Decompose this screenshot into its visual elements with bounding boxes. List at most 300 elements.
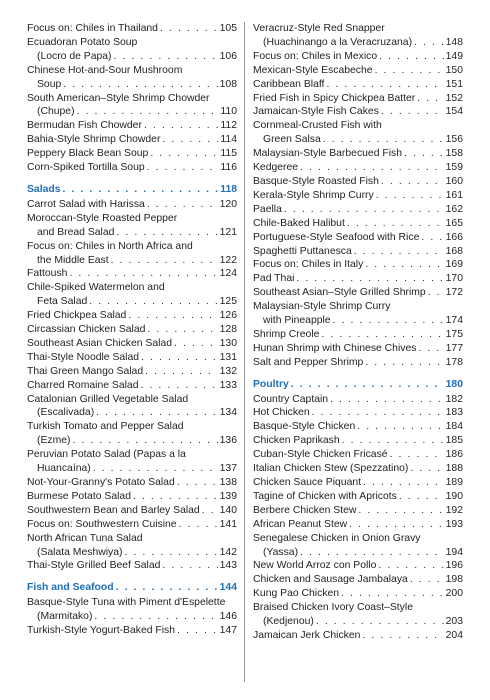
toc-entry-line bbox=[27, 624, 237, 638]
toc-entry-line bbox=[27, 240, 237, 254]
toc-entry[interactable] bbox=[253, 328, 463, 342]
toc-entry[interactable] bbox=[253, 518, 463, 532]
toc-entry-title: Not-Your-Granny's Potato Salad bbox=[27, 477, 175, 488]
toc-entry-line bbox=[253, 258, 463, 272]
toc-page-number: 118 bbox=[220, 183, 237, 195]
toc-entry[interactable] bbox=[27, 559, 237, 573]
toc-page-number: 143 bbox=[219, 560, 237, 572]
toc-entry-title: Feta Salad bbox=[37, 296, 88, 308]
toc-page-number: 154 bbox=[445, 106, 463, 118]
toc-page-number: 175 bbox=[445, 328, 463, 340]
toc-page-number: 166 bbox=[445, 231, 463, 243]
toc-entry-line bbox=[27, 393, 237, 407]
toc-entry-title: Basque-Style Tuna with Piment d'Espelette bbox=[27, 597, 226, 609]
dot-leader bbox=[321, 328, 443, 342]
toc-section-heading[interactable] bbox=[27, 183, 237, 197]
toc-entry[interactable] bbox=[27, 532, 237, 560]
toc-entry-title: (Chupe) bbox=[37, 106, 75, 118]
toc-entry[interactable] bbox=[253, 78, 463, 92]
toc-entry-line bbox=[27, 337, 237, 351]
toc-entry-line bbox=[253, 504, 463, 518]
toc-page-number: 186 bbox=[445, 449, 463, 461]
toc-entry[interactable] bbox=[27, 379, 237, 393]
toc-page-number: 115 bbox=[220, 148, 237, 160]
toc-entry[interactable] bbox=[253, 22, 463, 50]
toc-entry[interactable] bbox=[253, 356, 463, 370]
toc-page-number: 156 bbox=[445, 134, 463, 146]
toc-entry-line bbox=[253, 203, 463, 217]
toc-entry-line bbox=[27, 267, 237, 281]
toc-entry-title: Turkish-Style Yogurt-Baked Fish bbox=[27, 625, 176, 637]
toc-entry-line bbox=[253, 231, 463, 245]
toc-entry-line bbox=[27, 147, 237, 161]
toc-entry-line bbox=[253, 434, 463, 448]
toc-page-number: 204 bbox=[445, 629, 463, 641]
toc-entry[interactable] bbox=[27, 119, 237, 133]
toc-entry-line bbox=[27, 518, 237, 532]
toc-entry-line bbox=[253, 147, 463, 161]
toc-page-number: 142 bbox=[219, 546, 237, 558]
toc-entry-title: the Middle East bbox=[37, 254, 109, 266]
toc-page-number: 136 bbox=[219, 435, 237, 447]
toc-entry-title: Mexican-Style Escabeche bbox=[253, 64, 373, 76]
toc-entry-title: Basque-Style Chicken bbox=[253, 421, 356, 433]
toc-entry-line bbox=[27, 610, 237, 624]
toc-entry-line bbox=[253, 300, 463, 314]
toc-entry[interactable] bbox=[253, 601, 463, 629]
toc-entry[interactable] bbox=[27, 133, 237, 147]
toc-entry-title: Malaysian-Style Barbecued Fish bbox=[253, 148, 403, 160]
toc-right-column bbox=[253, 22, 463, 643]
toc-page-number: 192 bbox=[445, 504, 463, 516]
toc-page-number: 141 bbox=[219, 518, 237, 530]
toc-entry[interactable] bbox=[253, 175, 463, 189]
toc-entry[interactable] bbox=[27, 147, 237, 161]
toc-entry-line bbox=[27, 22, 237, 36]
toc-entry-line bbox=[253, 342, 463, 356]
toc-page-number: 196 bbox=[445, 560, 463, 572]
toc-entry-title: Cornmeal-Crusted Fish with bbox=[253, 120, 382, 132]
toc-entry[interactable] bbox=[253, 203, 463, 217]
toc-entry-line bbox=[27, 64, 237, 78]
toc-entry-line bbox=[253, 629, 463, 643]
toc-entry-title: African Peanut Stew bbox=[253, 518, 348, 530]
toc-page-number: 131 bbox=[219, 351, 237, 363]
dot-leader bbox=[96, 406, 217, 420]
dot-leader bbox=[147, 198, 218, 212]
toc-page-number: 182 bbox=[445, 393, 463, 405]
toc-page-number: 183 bbox=[445, 407, 463, 419]
toc-page-number: 174 bbox=[445, 315, 463, 327]
toc-entry[interactable] bbox=[27, 393, 237, 421]
toc-page-number: 150 bbox=[445, 64, 463, 76]
toc-entry-title: Italian Chicken Stew (Spezzatino) bbox=[253, 463, 409, 475]
toc-entry[interactable] bbox=[253, 161, 463, 175]
dot-leader bbox=[363, 476, 444, 490]
toc-entry-line bbox=[253, 420, 463, 434]
toc-entry-line bbox=[253, 22, 463, 36]
toc-entry[interactable] bbox=[253, 64, 463, 78]
toc-entry[interactable] bbox=[27, 596, 237, 624]
toc-entry[interactable] bbox=[253, 490, 463, 504]
toc-entry-line bbox=[253, 314, 463, 328]
toc-entry[interactable] bbox=[27, 351, 237, 365]
toc-entry[interactable] bbox=[253, 147, 463, 161]
dot-leader bbox=[375, 64, 444, 78]
toc-page-number: 203 bbox=[445, 616, 463, 628]
toc-entry[interactable] bbox=[27, 240, 237, 268]
toc-entry-line bbox=[27, 78, 237, 92]
toc-page-number: 134 bbox=[219, 407, 237, 419]
toc-page-number: 170 bbox=[445, 273, 463, 285]
toc-entry-line bbox=[27, 365, 237, 379]
toc-entry-line bbox=[253, 356, 463, 370]
toc-page-number: 106 bbox=[219, 50, 237, 62]
toc-entry[interactable] bbox=[253, 420, 463, 434]
dot-leader bbox=[93, 462, 218, 476]
toc-entry-title: Focus on: Chiles in Italy bbox=[253, 259, 364, 271]
toc-entry[interactable] bbox=[27, 267, 237, 281]
toc-entry-title: South American–Style Shrimp Chowder bbox=[27, 92, 210, 104]
toc-entry-title: Chile-Spiked Watermelon and bbox=[27, 282, 165, 294]
toc-entry-line bbox=[27, 476, 237, 490]
toc-entry-title: Bahia-Style Shrimp Chowder bbox=[27, 134, 161, 146]
toc-entry-title: Focus on: Chiles in North Africa and bbox=[27, 240, 193, 252]
dot-leader bbox=[365, 258, 443, 272]
toc-entry-title: Fried Fish in Spicy Chickpea Batter bbox=[253, 92, 416, 104]
toc-entry-title: with Pineapple bbox=[263, 315, 331, 327]
dot-leader bbox=[89, 295, 217, 309]
toc-entry-title: Focus on: Chiles in Thailand bbox=[27, 23, 158, 34]
dot-leader bbox=[150, 147, 218, 161]
toc-entry-line bbox=[27, 323, 237, 337]
toc-entry[interactable] bbox=[27, 476, 237, 490]
toc-entry-line bbox=[253, 393, 463, 407]
toc-entry-title: Spaghetti Puttanesca bbox=[253, 245, 352, 257]
toc-entry-line bbox=[253, 78, 463, 92]
toc-entry[interactable] bbox=[27, 64, 237, 92]
toc-entry-line bbox=[253, 476, 463, 490]
toc-entry-title: Peruvian Potato Salad (Papas a la bbox=[27, 449, 186, 461]
toc-entry[interactable] bbox=[253, 258, 463, 272]
toc-entry-title: Huancaína) bbox=[37, 463, 91, 475]
toc-entry-line bbox=[27, 448, 237, 462]
dot-leader bbox=[77, 105, 219, 119]
toc-entry[interactable] bbox=[253, 342, 463, 356]
toc-entry-line bbox=[27, 581, 237, 595]
dot-leader bbox=[381, 175, 444, 189]
toc-entry-line bbox=[27, 105, 237, 119]
toc-entry-title: Carrot Salad with Harissa bbox=[27, 198, 145, 210]
dot-leader bbox=[179, 518, 218, 532]
toc-entry-title: Chicken and Sausage Jambalaya bbox=[253, 574, 408, 586]
dot-leader bbox=[177, 476, 218, 490]
toc-entry-line bbox=[253, 64, 463, 78]
dot-leader bbox=[296, 272, 443, 286]
toc-page-number: 114 bbox=[220, 134, 237, 146]
toc-page-number: 177 bbox=[445, 342, 463, 354]
toc-entry[interactable] bbox=[27, 309, 237, 323]
toc-entry[interactable] bbox=[27, 420, 237, 448]
toc-entry[interactable] bbox=[253, 217, 463, 231]
toc-entry-line bbox=[27, 434, 237, 448]
toc-entry-line bbox=[27, 596, 237, 610]
toc-entry-title: Moroccan-Style Roasted Pepper bbox=[27, 212, 178, 224]
dot-leader bbox=[379, 50, 443, 64]
toc-entry-line bbox=[253, 448, 463, 462]
toc-entry-line bbox=[253, 272, 463, 286]
toc-entry-line bbox=[253, 105, 463, 119]
toc-entry-line bbox=[27, 309, 237, 323]
toc-entry-title: Braised Chicken Ivory Coast–Style bbox=[253, 602, 413, 614]
toc-entry[interactable] bbox=[27, 504, 237, 518]
toc-entry-line bbox=[253, 601, 463, 615]
toc-entry[interactable] bbox=[253, 231, 463, 245]
toc-entry[interactable] bbox=[253, 286, 463, 300]
toc-entry-title: Jamaican-Style Fish Cakes bbox=[253, 106, 379, 118]
toc-entry[interactable] bbox=[27, 490, 237, 504]
toc-entry-line bbox=[27, 133, 237, 147]
toc-entry-title: Southeast Asian–Style Grilled Shrimp bbox=[253, 287, 426, 299]
toc-page-number: 112 bbox=[220, 120, 237, 132]
toc-entry[interactable] bbox=[253, 629, 463, 643]
toc-entry-title: Hunan Shrimp with Chinese Chives bbox=[253, 342, 417, 354]
toc-entry-line bbox=[253, 119, 463, 133]
toc-entry-title: Malaysian-Style Shrimp Curry bbox=[253, 301, 391, 313]
toc-entry[interactable] bbox=[253, 272, 463, 286]
toc-page-number: 140 bbox=[219, 504, 237, 516]
toc-entry-title: Kedgeree bbox=[253, 162, 299, 174]
toc-section-heading[interactable] bbox=[253, 378, 463, 392]
toc-entry[interactable] bbox=[27, 281, 237, 309]
dot-leader bbox=[202, 504, 218, 518]
toc-entry-title: (Escalivada) bbox=[37, 407, 95, 419]
toc-page-number: 124 bbox=[219, 268, 237, 280]
dot-leader bbox=[128, 309, 217, 323]
toc-page-number: 193 bbox=[445, 518, 463, 530]
toc-entry[interactable] bbox=[27, 323, 237, 337]
dot-leader bbox=[63, 78, 217, 92]
toc-entry-title: Circassian Chicken Salad bbox=[27, 324, 146, 336]
toc-entry-title: Chicken Sauce Piquant bbox=[253, 477, 362, 488]
toc-page-number: 133 bbox=[219, 379, 237, 391]
toc-entry[interactable] bbox=[253, 105, 463, 119]
toc-entry-line bbox=[27, 161, 237, 175]
toc-entry[interactable] bbox=[253, 448, 463, 462]
toc-entry-title: New World Arroz con Pollo bbox=[253, 560, 377, 572]
dot-leader bbox=[69, 267, 217, 281]
toc-entry-title: Peppery Black Bean Soup bbox=[27, 148, 149, 160]
dot-leader bbox=[323, 133, 444, 147]
toc-page-number: 108 bbox=[219, 78, 237, 90]
toc-entry[interactable] bbox=[253, 393, 463, 407]
toc-entry-line bbox=[27, 92, 237, 106]
toc-entry-line bbox=[253, 559, 463, 573]
dot-leader bbox=[357, 420, 443, 434]
dot-leader bbox=[174, 337, 218, 351]
dot-leader bbox=[177, 624, 218, 638]
toc-entry-title: Green Salsa bbox=[263, 134, 321, 146]
toc-entry-line bbox=[253, 532, 463, 546]
toc-page-number: 121 bbox=[219, 226, 237, 238]
dot-leader bbox=[140, 379, 217, 393]
toc-entry[interactable] bbox=[27, 624, 237, 638]
toc-entry-title: Senegalese Chicken in Onion Gravy bbox=[253, 532, 421, 544]
toc-entry-line bbox=[253, 245, 463, 259]
toc-entry-line bbox=[27, 490, 237, 504]
dot-leader bbox=[291, 378, 444, 392]
toc-page-number: 148 bbox=[445, 36, 463, 48]
toc-page-number: 137 bbox=[219, 463, 237, 475]
dot-leader bbox=[63, 183, 219, 197]
dot-leader bbox=[114, 50, 218, 64]
dot-leader bbox=[124, 546, 217, 560]
toc-entry-line bbox=[27, 420, 237, 434]
toc-entry[interactable] bbox=[253, 504, 463, 518]
toc-entry-title: Salads bbox=[27, 183, 61, 195]
toc-entry-line bbox=[253, 328, 463, 342]
toc-entry-title: Focus on: Chiles in Mexico bbox=[253, 50, 378, 62]
dot-leader bbox=[133, 490, 218, 504]
toc-page-number: 159 bbox=[445, 162, 463, 174]
toc-entry-title: Kerala-Style Shrimp Curry bbox=[253, 189, 374, 201]
dot-leader bbox=[160, 22, 218, 36]
dot-leader bbox=[284, 203, 444, 217]
toc-entry-line bbox=[27, 546, 237, 560]
dot-leader bbox=[390, 448, 444, 462]
toc-entry-line bbox=[253, 462, 463, 476]
toc-page-number: 105 bbox=[219, 23, 237, 34]
toc-entry-title: Tagine of Chicken with Apricots bbox=[253, 490, 397, 502]
toc-entry-line bbox=[27, 462, 237, 476]
toc-entry-line bbox=[27, 198, 237, 212]
column-divider bbox=[244, 22, 245, 682]
toc-entry-line bbox=[253, 217, 463, 231]
toc-entry[interactable] bbox=[27, 92, 237, 120]
toc-entry-title: Basque-Style Roasted Fish bbox=[253, 175, 379, 187]
toc-page-number: 198 bbox=[445, 574, 463, 586]
toc-page-number: 194 bbox=[445, 546, 463, 558]
toc-page-number: 200 bbox=[445, 588, 463, 600]
toc-page-number: 169 bbox=[445, 259, 463, 271]
toc-entry[interactable] bbox=[253, 245, 463, 259]
toc-page-number: 151 bbox=[445, 78, 463, 90]
toc-entry-title: Southeast Asian Chicken Salad bbox=[27, 337, 172, 349]
toc-entry-title: Shrimp Creole bbox=[253, 328, 320, 340]
toc-entry[interactable] bbox=[253, 532, 463, 560]
toc-entry[interactable] bbox=[27, 161, 237, 175]
toc-section-heading[interactable] bbox=[27, 581, 237, 595]
toc-entry[interactable] bbox=[253, 300, 463, 328]
dot-leader bbox=[147, 323, 217, 337]
toc-page-number: 138 bbox=[219, 477, 237, 488]
toc-entry-title: Chicken Paprikash bbox=[253, 435, 340, 447]
dot-leader bbox=[147, 161, 219, 175]
toc-entry-title: Chinese Hot-and-Sour Mushroom bbox=[27, 64, 183, 76]
toc-entry-line bbox=[27, 212, 237, 226]
toc-entry-title: and Bread Salad bbox=[37, 226, 115, 238]
toc-page-number: 126 bbox=[219, 310, 237, 322]
dot-leader bbox=[417, 92, 443, 106]
dot-leader bbox=[341, 587, 444, 601]
toc-entry[interactable] bbox=[253, 119, 463, 147]
toc-entry[interactable] bbox=[253, 587, 463, 601]
toc-page-number: 147 bbox=[219, 625, 237, 637]
toc-entry[interactable] bbox=[253, 434, 463, 448]
dot-leader bbox=[354, 245, 444, 259]
toc-entry[interactable] bbox=[253, 189, 463, 203]
toc-entry[interactable] bbox=[27, 448, 237, 476]
toc-entry-title: Chile-Baked Halibut bbox=[253, 217, 345, 229]
toc-entry[interactable] bbox=[253, 559, 463, 573]
toc-entry[interactable] bbox=[27, 518, 237, 532]
toc-entry-title: Turkish Tomato and Pepper Salad bbox=[27, 421, 184, 433]
toc-entry-title: Thai Green Mango Salad bbox=[27, 365, 144, 377]
dot-leader bbox=[410, 462, 443, 476]
toc-entry-line bbox=[27, 50, 237, 64]
toc-entry-title: Thai-Style Noodle Salad bbox=[27, 351, 140, 363]
toc-entry[interactable] bbox=[253, 476, 463, 490]
toc-entry-line bbox=[253, 133, 463, 147]
toc-entry-line bbox=[27, 119, 237, 133]
toc-page-number: 160 bbox=[445, 175, 463, 187]
dot-leader bbox=[404, 147, 444, 161]
toc-entry-line bbox=[253, 50, 463, 64]
toc-entry-line bbox=[27, 254, 237, 268]
dot-leader bbox=[362, 629, 443, 643]
toc-entry-title: Cuban-Style Chicken Fricasé bbox=[253, 449, 388, 461]
toc-entry-title: (Huachinango a la Veracruzana) bbox=[263, 36, 413, 48]
toc-entry-title: Southwestern Bean and Barley Salad bbox=[27, 504, 200, 516]
dot-leader bbox=[162, 133, 218, 147]
toc-page-number: 132 bbox=[219, 365, 237, 377]
toc-entry[interactable] bbox=[27, 212, 237, 240]
toc-entry-line bbox=[253, 161, 463, 175]
dot-leader bbox=[365, 356, 443, 370]
toc-entry-line bbox=[253, 175, 463, 189]
toc-entry[interactable] bbox=[253, 462, 463, 476]
toc-entry-line bbox=[253, 286, 463, 300]
toc-entry[interactable] bbox=[253, 92, 463, 106]
toc-entry[interactable] bbox=[27, 365, 237, 379]
dot-leader bbox=[414, 36, 444, 50]
toc-entry-title: (Yassa) bbox=[263, 546, 299, 558]
toc-entry-line bbox=[253, 378, 463, 392]
toc-page-number: 139 bbox=[219, 490, 237, 502]
toc-entry-line bbox=[253, 490, 463, 504]
toc-entry[interactable] bbox=[253, 406, 463, 420]
toc-page-number: 190 bbox=[445, 490, 463, 502]
toc-entry-title: Fried Chickpea Salad bbox=[27, 310, 127, 322]
toc-entry-line bbox=[27, 295, 237, 309]
toc-entry[interactable] bbox=[27, 198, 237, 212]
toc-page-number: 185 bbox=[445, 435, 463, 447]
toc-entry[interactable] bbox=[253, 573, 463, 587]
toc-entry[interactable] bbox=[27, 337, 237, 351]
toc-entry[interactable] bbox=[27, 36, 237, 64]
toc-entry-line bbox=[27, 36, 237, 50]
toc-entry-title: (Ezme) bbox=[37, 435, 71, 447]
toc-page-number: 152 bbox=[445, 92, 463, 104]
toc-entry-title: Berbere Chicken Stew bbox=[253, 504, 357, 516]
toc-entry[interactable] bbox=[253, 50, 463, 64]
toc-page-number: 144 bbox=[219, 582, 237, 594]
toc-page-number: 120 bbox=[219, 198, 237, 210]
toc-entry[interactable] bbox=[27, 22, 237, 36]
dot-leader bbox=[418, 342, 443, 356]
dot-leader bbox=[399, 490, 444, 504]
toc-page-number: 128 bbox=[219, 324, 237, 336]
